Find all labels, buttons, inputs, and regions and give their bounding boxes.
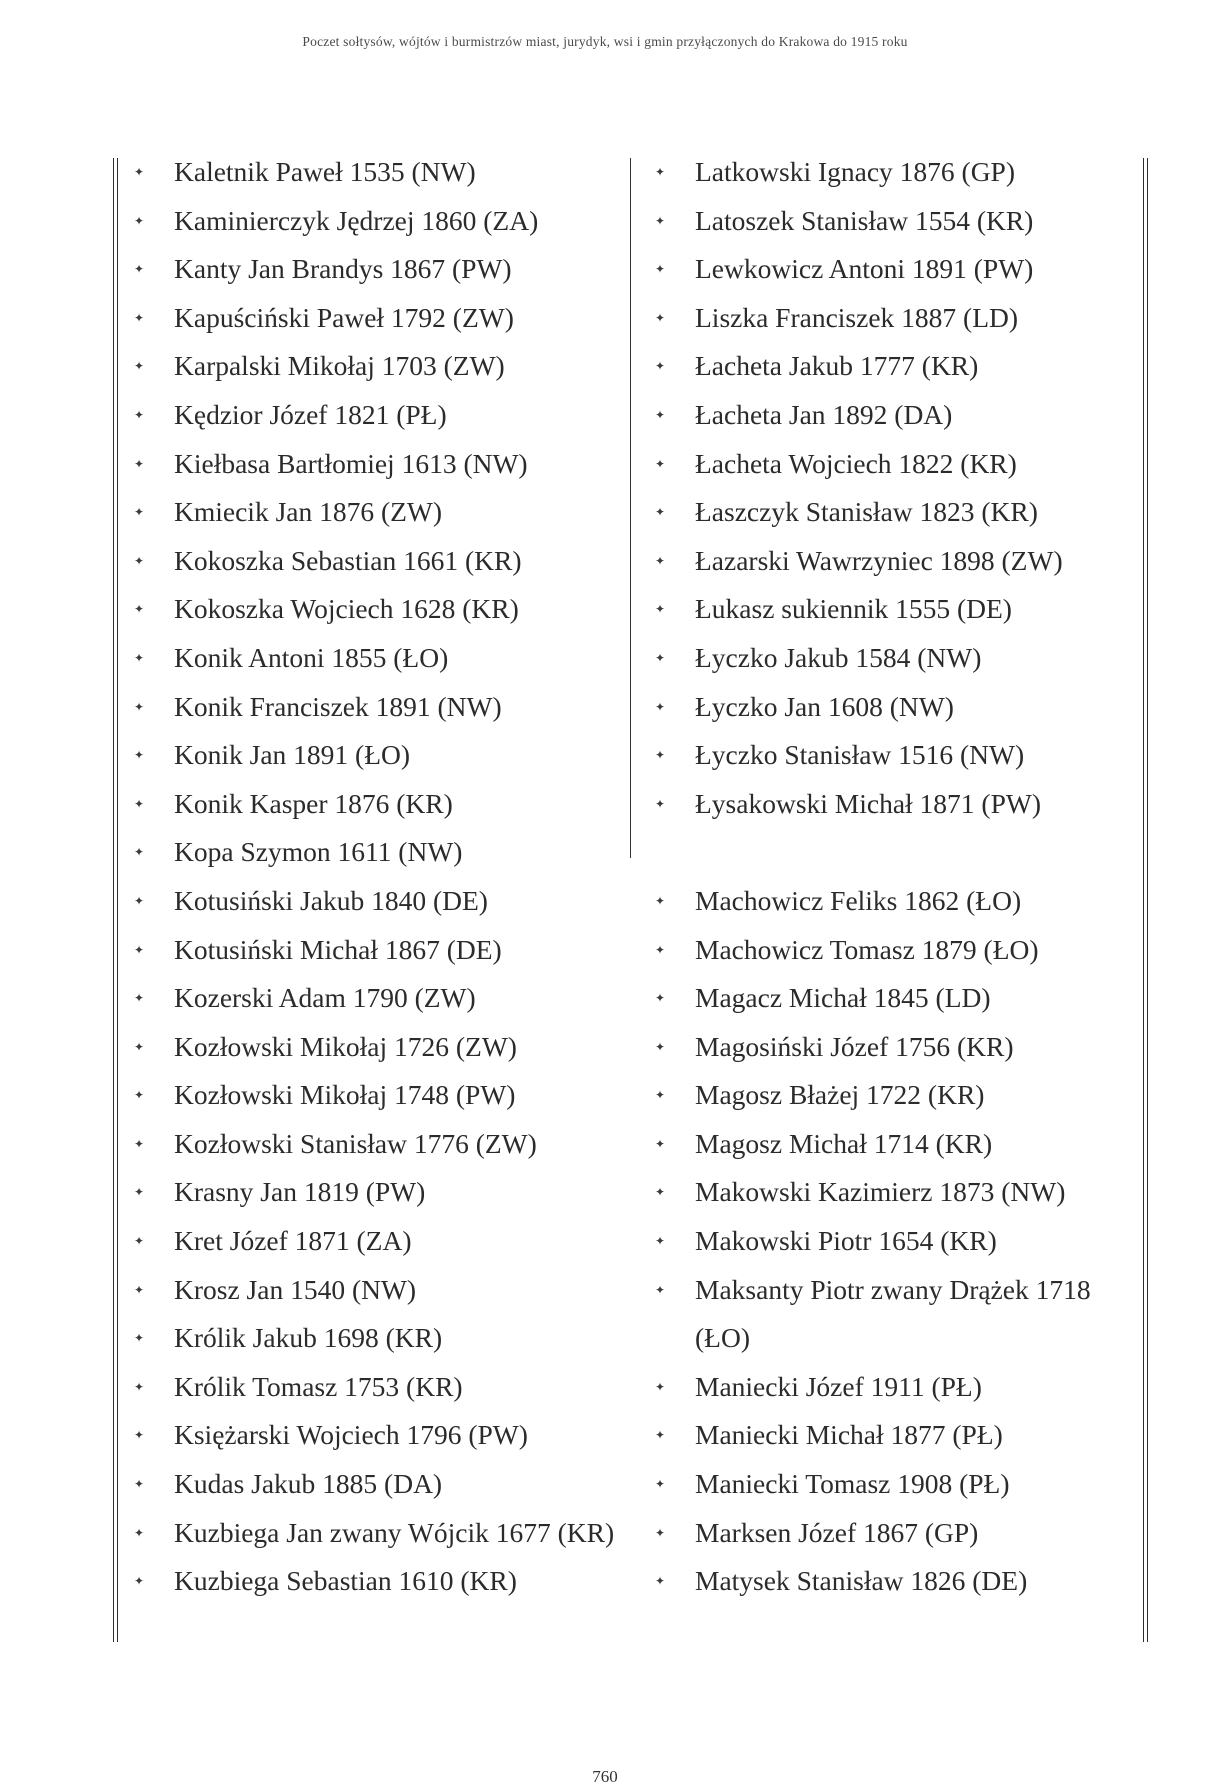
entry-text: Krasny Jan 1819 (PW) — [174, 1176, 426, 1208]
list-item — [128, 1509, 628, 1558]
list-item — [649, 683, 1127, 732]
list-item — [649, 1557, 1127, 1606]
entry-text: Łyczko Jan 1608 (NW) — [695, 690, 954, 722]
list-item — [649, 1217, 1127, 1266]
list-item — [128, 974, 628, 1023]
list-item — [649, 634, 1127, 683]
entry-text: Makowski Kazimierz 1873 (NW) — [695, 1176, 1066, 1208]
entry-text: Kopa Szymon 1611 (NW) — [174, 836, 463, 868]
left-name-list — [128, 148, 628, 1606]
list-item — [128, 1023, 628, 1072]
entry-text: Maniecki Tomasz 1908 (PŁ) — [695, 1468, 1010, 1500]
entry-text: Kanty Jan Brandys 1867 (PW) — [174, 253, 512, 285]
bullet-icon: ✦ — [134, 1185, 145, 1200]
bullet-icon: ✦ — [655, 1088, 666, 1103]
bullet-icon: ✦ — [134, 165, 145, 179]
bullet-icon: ✦ — [655, 165, 666, 179]
bullet-icon: ✦ — [134, 796, 145, 811]
entry-text: Kozłowski Mikołaj 1748 (PW) — [174, 1079, 516, 1111]
entry-text: Kokoszka Wojciech 1628 (KR) — [174, 593, 519, 625]
bullet-icon: ✦ — [655, 796, 666, 811]
bullet-icon: ✦ — [134, 310, 145, 325]
entry-text: Machowicz Tomasz 1879 (ŁO) — [695, 933, 1039, 965]
entry-text: Łysakowski Michał 1871 (PW) — [695, 787, 1041, 819]
bullet-icon: ✦ — [134, 748, 145, 763]
bullet-icon: ✦ — [655, 602, 666, 617]
bullet-icon: ✦ — [134, 213, 145, 228]
right-border-rule — [1147, 158, 1148, 1642]
entry-text: Matysek Stanisław 1826 (DE) — [695, 1565, 1028, 1597]
entry-text: Królik Tomasz 1753 (KR) — [174, 1370, 463, 1402]
right-name-list — [649, 148, 1127, 1606]
entry-text: Konik Antoni 1855 (ŁO) — [174, 641, 449, 673]
list-item — [128, 294, 628, 343]
bullet-icon: ✦ — [655, 1234, 666, 1249]
entry-text: Karpalski Mikołaj 1703 (ZW) — [174, 350, 505, 382]
entry-text: Marksen Józef 1867 (GP) — [695, 1516, 979, 1548]
list-item — [649, 1363, 1127, 1412]
entry-text: Konik Kasper 1876 (KR) — [174, 787, 453, 819]
bullet-icon: ✦ — [134, 650, 145, 665]
list-item — [649, 1071, 1127, 1120]
bullet-icon: ✦ — [655, 1185, 666, 1200]
bullet-icon: ✦ — [134, 1525, 145, 1540]
list-item — [128, 634, 628, 683]
list-item — [649, 537, 1127, 586]
bullet-icon: ✦ — [655, 359, 666, 374]
list-item — [649, 391, 1127, 440]
list-item — [649, 148, 1127, 197]
bullet-icon: ✦ — [655, 1282, 666, 1297]
bullet-icon: ✦ — [134, 262, 145, 277]
running-header: Poczet sołtysów, wójtów i burmistrzów miast, jurydyk, wsi i gmin przyłączonych do Krakowa do 1915 roku — [302, 34, 908, 49]
bullet-icon: ✦ — [655, 1477, 666, 1492]
bullet-icon: ✦ — [134, 1039, 145, 1054]
bullet-icon: ✦ — [134, 1234, 145, 1249]
entry-text: Maniecki Michał 1877 (PŁ) — [695, 1419, 1003, 1451]
entry-text: Łacheta Wojciech 1822 (KR) — [695, 447, 1017, 479]
entry-text: Magosz Michał 1714 (KR) — [695, 1127, 993, 1159]
bullet-icon: ✦ — [655, 456, 666, 471]
entry-text: Konik Franciszek 1891 (NW) — [174, 690, 502, 722]
bullet-icon: ✦ — [655, 1428, 666, 1443]
entry-text: Łacheta Jan 1892 (DA) — [695, 398, 953, 430]
bullet-icon: ✦ — [134, 407, 145, 422]
bullet-icon: ✦ — [134, 505, 145, 520]
bullet-icon: ✦ — [134, 991, 145, 1006]
entry-text: Kotusiński Michał 1867 (DE) — [174, 933, 502, 965]
list-item — [649, 1120, 1127, 1169]
list-item — [649, 974, 1127, 1023]
bullet-icon: ✦ — [655, 991, 666, 1006]
list-item — [128, 1363, 628, 1412]
page-number: 760 — [592, 1767, 618, 1786]
entry-text: Magosiński Józef 1756 (KR) — [695, 1030, 1014, 1062]
entry-text: Kotusiński Jakub 1840 (DE) — [174, 884, 488, 916]
column-divider-rule — [630, 158, 631, 858]
entry-text: Kiełbasa Bartłomiej 1613 (NW) — [174, 447, 528, 479]
list-item — [128, 1217, 628, 1266]
bullet-icon: ✦ — [655, 213, 666, 228]
list-item — [649, 731, 1127, 780]
list-item — [649, 342, 1127, 391]
bullet-icon: ✦ — [655, 1574, 666, 1589]
list-item — [128, 877, 628, 926]
bullet-icon: ✦ — [655, 262, 666, 277]
list-item — [649, 1023, 1127, 1072]
list-item — [128, 537, 628, 586]
bullet-icon: ✦ — [655, 1039, 666, 1054]
list-item — [128, 488, 628, 537]
entry-text: Łaszczyk Stanisław 1823 (KR) — [695, 496, 1038, 528]
bullet-icon: ✦ — [134, 602, 145, 617]
entry-text: Kudas Jakub 1885 (DA) — [174, 1468, 443, 1500]
list-item — [128, 197, 628, 246]
entry-text: Kuzbiega Jan zwany Wójcik 1677 (KR) — [174, 1516, 615, 1548]
list-item — [649, 877, 1127, 926]
entry-text: Maksanty Piotr zwany Drążek 1718 (ŁO) — [695, 1273, 1091, 1354]
left-border-rule-inner — [117, 158, 118, 1642]
entry-text: Łazarski Wawrzyniec 1898 (ZW) — [695, 544, 1063, 576]
list-item — [649, 1411, 1127, 1460]
bullet-icon: ✦ — [134, 456, 145, 471]
list-item — [128, 342, 628, 391]
entry-text: Kaminierczyk Jędrzej 1860 (ZA) — [174, 204, 539, 236]
list-item — [128, 780, 628, 829]
list-item — [128, 1460, 628, 1509]
bullet-icon: ✦ — [655, 893, 666, 908]
entry-text: Kędzior Józef 1821 (PŁ) — [174, 398, 447, 430]
list-item — [128, 828, 628, 877]
entry-text: Kuzbiega Sebastian 1610 (KR) — [174, 1565, 517, 1597]
bullet-icon: ✦ — [134, 1477, 145, 1492]
entry-text: Kozerski Adam 1790 (ZW) — [174, 982, 476, 1014]
bullet-icon: ✦ — [134, 1379, 145, 1394]
list-item — [649, 1509, 1127, 1558]
list-item — [649, 245, 1127, 294]
entry-text: Krosz Jan 1540 (NW) — [174, 1273, 417, 1305]
bullet-icon: ✦ — [134, 359, 145, 374]
list-item — [649, 197, 1127, 246]
entry-text: Królik Jakub 1698 (KR) — [174, 1322, 443, 1354]
list-item — [128, 245, 628, 294]
left-border-rule — [113, 158, 114, 1642]
entry-text: Magosz Błażej 1722 (KR) — [695, 1079, 985, 1111]
list-item — [128, 1071, 628, 1120]
list-item — [128, 1168, 628, 1217]
list-item — [128, 585, 628, 634]
bullet-icon: ✦ — [655, 1136, 666, 1151]
list-item — [649, 926, 1127, 975]
entry-text: Łyczko Stanisław 1516 (NW) — [695, 739, 1025, 771]
entry-text: Kaletnik Paweł 1535 (NW) — [174, 156, 476, 187]
entry-text: Kokoszka Sebastian 1661 (KR) — [174, 544, 522, 576]
entry-text: Liszka Franciszek 1887 (LD) — [695, 301, 1019, 333]
entry-text: Latoszek Stanisław 1554 (KR) — [695, 204, 1034, 236]
bullet-icon: ✦ — [134, 893, 145, 908]
entry-text: Lewkowicz Antoni 1891 (PW) — [695, 253, 1034, 285]
bullet-icon: ✦ — [655, 553, 666, 568]
entry-text: Księżarski Wojciech 1796 (PW) — [174, 1419, 528, 1451]
entry-text: Machowicz Feliks 1862 (ŁO) — [695, 884, 1022, 916]
entry-text: Kozłowski Stanisław 1776 (ZW) — [174, 1127, 537, 1159]
list-item — [649, 585, 1127, 634]
entry-text: Łukasz sukiennik 1555 (DE) — [695, 593, 1012, 625]
list-item — [128, 148, 628, 197]
bullet-icon: ✦ — [655, 650, 666, 665]
bullet-icon: ✦ — [655, 1525, 666, 1540]
list-item — [128, 1314, 628, 1363]
entry-text: Latkowski Ignacy 1876 (GP) — [695, 156, 1016, 187]
entry-text: Kapuściński Paweł 1792 (ZW) — [174, 301, 514, 333]
letter-group-gap — [649, 828, 1127, 877]
list-item — [128, 1266, 628, 1315]
bullet-icon: ✦ — [134, 1088, 145, 1103]
bullet-icon: ✦ — [655, 942, 666, 957]
list-item — [128, 1120, 628, 1169]
list-item — [649, 488, 1127, 537]
list-item — [128, 391, 628, 440]
list-item — [649, 1168, 1127, 1217]
list-item — [649, 1460, 1127, 1509]
list-item — [128, 1411, 628, 1460]
bullet-icon: ✦ — [134, 553, 145, 568]
bullet-icon: ✦ — [655, 407, 666, 422]
entry-text: Konik Jan 1891 (ŁO) — [174, 739, 411, 771]
entry-text: Magacz Michał 1845 (LD) — [695, 982, 991, 1014]
entry-text: Makowski Piotr 1654 (KR) — [695, 1225, 997, 1257]
bullet-icon: ✦ — [134, 845, 145, 860]
bullet-icon: ✦ — [655, 505, 666, 520]
bullet-icon: ✦ — [655, 748, 666, 763]
bullet-icon: ✦ — [655, 1379, 666, 1394]
bullet-icon: ✦ — [655, 310, 666, 325]
bullet-icon: ✦ — [134, 1331, 145, 1346]
entry-text: Kret Józef 1871 (ZA) — [174, 1225, 412, 1257]
bullet-icon: ✦ — [134, 1282, 145, 1297]
entry-text: Łacheta Jakub 1777 (KR) — [695, 350, 979, 382]
list-item — [649, 294, 1127, 343]
bullet-icon: ✦ — [134, 1574, 145, 1589]
bullet-icon: ✦ — [134, 942, 145, 957]
bullet-icon: ✦ — [134, 699, 145, 714]
bullet-icon: ✦ — [134, 1428, 145, 1443]
list-item — [649, 440, 1127, 489]
list-item — [128, 926, 628, 975]
list-item — [128, 731, 628, 780]
bullet-icon: ✦ — [134, 1136, 145, 1151]
entry-text: Kmiecik Jan 1876 (ZW) — [174, 496, 443, 528]
list-item — [128, 440, 628, 489]
list-item — [128, 1557, 628, 1606]
list-item — [649, 1266, 1127, 1363]
entry-text: Kozłowski Mikołaj 1726 (ZW) — [174, 1030, 517, 1062]
bullet-icon: ✦ — [655, 699, 666, 714]
entry-text: Łyczko Jakub 1584 (NW) — [695, 641, 982, 673]
entry-text: Maniecki Józef 1911 (PŁ) — [695, 1370, 982, 1402]
list-item — [649, 780, 1127, 829]
right-border-rule-inner — [1143, 158, 1144, 1642]
list-item — [128, 683, 628, 732]
